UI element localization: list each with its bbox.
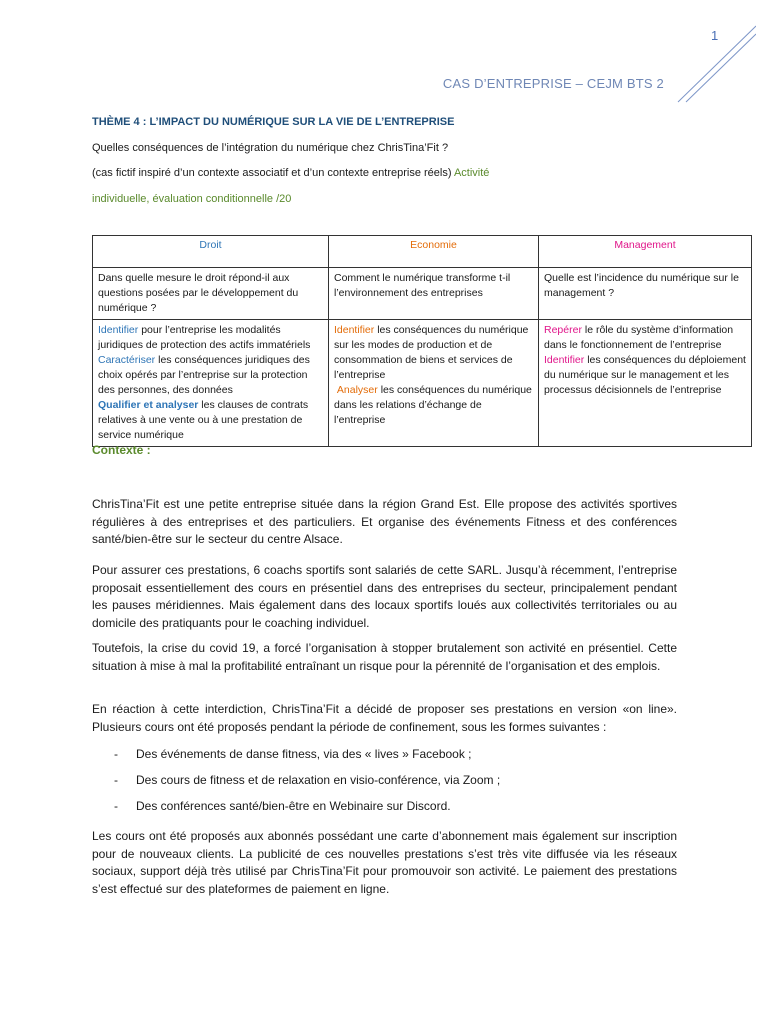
- keyword: Analyser: [336, 384, 378, 396]
- contexte-heading: Contexte :: [92, 443, 151, 457]
- skills-management: [539, 320, 752, 447]
- skill-text: pour l’entreprise les modalités juridiques de protection des actifs immatériels: [98, 324, 311, 351]
- table-header-row: [93, 236, 752, 268]
- header-management: Management: [539, 236, 752, 268]
- keyword: Qualifier et analyser: [98, 399, 199, 411]
- subtitle: [92, 167, 489, 179]
- header-droit: Droit: [93, 236, 329, 268]
- paragraph: Pour assurer ces prestations, 6 coachs sportifs sont salariés de cette SARL. Jusqu’à récemment, l’entreprise proposait essentiellement des cours en présentiel dans des entreprises du secteur, principalement pendant les pauses méridiennes. Mais également dans des locaux sportifs loués aux collectivités territoriales ou au domicile des pratiquants pour le coaching individuel.: [92, 563, 677, 630]
- skill-text: le rôle du système d’information dans le fonctionnement de l’entreprise: [544, 324, 734, 351]
- activity-description: individuelle, évaluation conditionnelle /20: [92, 193, 292, 205]
- skill-text: les conséquences du déploiement du numérique sur le management et les processus décisionnels de l’entreprise: [544, 354, 746, 396]
- paragraph: En réaction à cette interdiction, ChrisTina’Fit a décidé de proposer ses prestations en version «on line». Plusieurs cours ont été proposés pendant la période de confinement, sous les formes suivantes :: [92, 702, 677, 734]
- skills-table: [92, 235, 752, 447]
- question-economie: Comment le numérique transforme t-il l’environnement des entreprises: [329, 268, 539, 320]
- keyword: Identifier: [544, 354, 585, 366]
- main-question: Quelles conséquences de l’intégration du numérique chez ChrisTina’Fit ?: [92, 142, 449, 154]
- table-questions-row: [93, 268, 752, 320]
- bullet-dash: -: [114, 799, 118, 813]
- keyword: Identifier: [334, 324, 375, 336]
- document-header-title: CAS D’ENTREPRISE – CEJM BTS 2: [442, 76, 664, 91]
- paragraph: ChrisTina’Fit est une petite entreprise située dans la région Grand Est. Elle propose des activités sportives régulières à des entreprises et des particuliers. Et organise des événements Fitness et des conférences santé/bien-être sur le secteur du centre Alsace.: [92, 497, 677, 547]
- list-item: [92, 798, 677, 824]
- header-economie: Economie: [329, 236, 539, 268]
- paragraph: Toutefois, la crise du covid 19, a forcé l’organisation à stopper brutalement son activité en présentiel. Cette situation à mise à mal la profitabilité entraînant un risque pour la pérennité de l’organisation et des emplois.: [92, 641, 677, 673]
- bullet-dash: -: [114, 773, 118, 787]
- question-management: Quelle est l’incidence du numérique sur le management ?: [539, 268, 752, 320]
- skill-text: les clauses de contrats relatives à une vente ou à une prestation de service numérique: [98, 399, 309, 441]
- keyword: Identifier: [98, 324, 139, 336]
- table-skills-row: [93, 320, 752, 447]
- list-item-text: Des événements de danse fitness, via des « lives » Facebook ;: [136, 747, 472, 761]
- skill-text: les conséquences du numérique sur les modes de production et de consommation de biens et services de l’entreprise: [334, 324, 529, 381]
- bullet-list: [92, 746, 677, 824]
- theme-title: THÈME 4 : L’IMPACT DU NUMÉRIQUE SUR LA VIE DE L’ENTREPRISE: [92, 116, 455, 128]
- skills-economie: [329, 320, 539, 447]
- activity-label: Activité: [453, 167, 490, 179]
- keyword: Repérer: [544, 324, 582, 336]
- page-number: 1: [711, 28, 719, 43]
- paragraph: Les cours ont été proposés aux abonnés possédant une carte d’abonnement mais également sur inscription pour de nouveaux clients. La publicité de ces nouvelles prestations s’est très vite diffusée via les réseaux sociaux, support déjà très utilisé par ChrisTina’Fit pour promouvoir son activité. Le paiement des prestations s’est effectué sur des plateformes de paiement en ligne.: [92, 829, 677, 896]
- skill-text: les conséquences juridiques des choix opérés par l’entreprise sur la protection des personnes, des données: [98, 354, 310, 396]
- list-item: [92, 746, 677, 772]
- header-decoration-lines: [672, 24, 756, 104]
- list-item: [92, 772, 677, 798]
- skills-droit: [93, 320, 329, 447]
- list-item-text: Des conférences santé/bien-être en Webinaire sur Discord.: [136, 799, 451, 813]
- keyword: Caractériser: [98, 354, 156, 366]
- skill-text: les conséquences du numérique dans les relations d’échange de l’entreprise: [334, 384, 532, 426]
- subtitle-text: (cas fictif inspiré d’un contexte associatif et d’un contexte entreprise réels): [92, 167, 454, 179]
- question-droit: Dans quelle mesure le droit répond-il aux questions posées par le développement du numérique ?: [93, 268, 329, 320]
- list-item-text: Des cours de fitness et de relaxation en visio-conférence, via Zoom ;: [136, 773, 501, 787]
- bullet-dash: -: [114, 747, 118, 761]
